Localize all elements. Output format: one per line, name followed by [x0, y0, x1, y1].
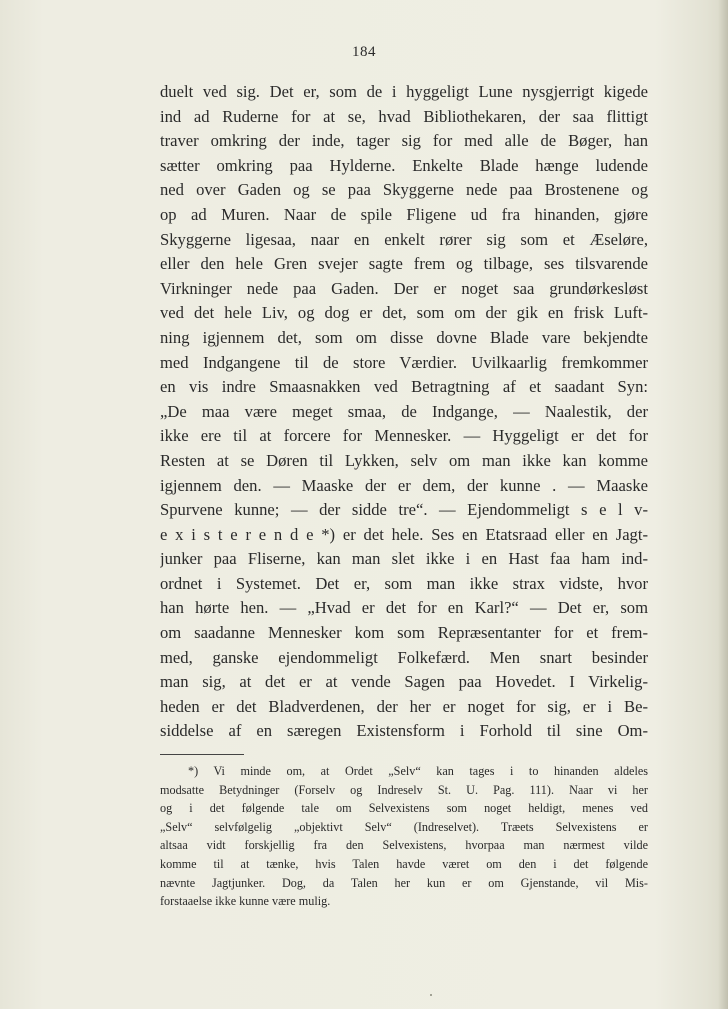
- footnote-line: nævnte Jagtjunker. Dog, da Talen her kun er om Gjenstande, vil Mis-: [160, 875, 648, 890]
- footnote-line: forstaaelse ikke kunne være mulig.: [160, 894, 331, 909]
- text-line: traver omkring der inde, tager sig for med alle de Bøger, han: [160, 131, 648, 151]
- footnote-line: modsatte Betydninger (Forselv og Indreselv St. U. Pag. 111). Naar vi her: [160, 782, 648, 797]
- footnote-line: *) Vi minde om, at Ordet „Selv“ kan tages i to hinanden aldeles: [188, 764, 648, 778]
- main-text: [160, 80, 648, 744]
- text-line: e x i s t e r e n d e *) er det hele. Ses en Etatsraad eller en Jagt-: [160, 524, 648, 544]
- text-line: ikke ere til at forcere for Mennesker. — Hyggeligt er det for: [160, 426, 648, 446]
- page-number: 184: [352, 44, 376, 60]
- page-edge-shadow: [718, 0, 728, 1009]
- paper-speck: [430, 994, 432, 996]
- text-line: Skyggerne ligesaa, naar en enkelt rører sig som et Æseløre,: [160, 229, 648, 249]
- text-line: op ad Muren. Naar de spile Fligene ud fra hinanden, gjøre: [160, 204, 648, 224]
- text-line: Spurvene kunne; — der sidde tre“. — Ejendommeligt s e l v-: [160, 500, 648, 520]
- text-line: igjennem den. — Maaske der er dem, der kunne . — Maaske: [160, 475, 648, 495]
- text-line: „De maa være meget smaa, de Indgange, — Naalestik, der: [160, 401, 648, 421]
- text-line: med, ganske ejendommeligt Folkefærd. Men snart besinder: [160, 647, 648, 667]
- text-line: man sig, at det er at vende Sagen paa Hovedet. I Virkelig-: [160, 672, 648, 692]
- footnote-line: og i det følgende tale om Selvexistens som noget heldigt, menes ved: [160, 801, 648, 816]
- text-line: Resten at se Døren til Lykken, selv om man ikke kan komme: [160, 450, 648, 470]
- text-line: ved det hele Liv, og dog er det, som om der gik en frisk Luft-: [160, 303, 648, 323]
- text-line: siddelse af en særegen Existensform i Forhold til sine Om-: [160, 721, 648, 741]
- text-line: om saadanne Mennesker kom som Repræsentanter for et frem-: [160, 623, 648, 643]
- text-line: Virkninger nede paa Gaden. Der er noget saa grundørkesløst: [160, 278, 648, 298]
- text-line: junker paa Fliserne, kan man slet ikke i en Hast faa ham ind-: [160, 549, 648, 569]
- text-line: ning igjennem det, som om disse dovne Blade vare bekjendte: [160, 327, 648, 347]
- text-line: duelt ved sig. Det er, som de i hyggeligt Lune nysgjerrigt kigede: [160, 82, 648, 101]
- text-line: ned over Gaden og se paa Skyggerne nede paa Brostenene og: [160, 180, 648, 200]
- text-line: eller den hele Gren svejer sagte frem og tilbage, ses tilsvarende: [160, 254, 648, 274]
- footnote-divider: [160, 754, 244, 755]
- footnote-line: „Selv“ selvfølgelig „objektivt Selv“ (Indreselvet). Træets Selvexistens er: [160, 819, 648, 834]
- text-line: sætter omkring paa Hylderne. Enkelte Blade hænge ludende: [160, 155, 648, 175]
- footnote-line: komme til at tænke, hvis Talen havde været om den i det følgende: [160, 856, 648, 871]
- text-line: med Indgangene til de store Værdier. Uvilkaarlig fremkommer: [160, 352, 648, 372]
- text-line: ind ad Ruderne for at se, hvad Bibliothekaren, der saa flittigt: [160, 106, 648, 126]
- footnote: [160, 762, 648, 911]
- text-line: en vis indre Smaasnakken ved Betragtning af et saadant Syn:: [160, 377, 648, 397]
- text-line: ordnet i Systemet. Det er, som man ikke strax vidste, hvor: [160, 573, 648, 593]
- text-line: heden er det Bladverdenen, der her er noget for sig, er i Be-: [160, 696, 648, 716]
- footnote-line: altsaa vidt forskjellig fra den Selvexistens, hvorpaa man nærmest vilde: [160, 838, 648, 853]
- text-line: han hørte hen. — „Hvad er det for en Karl?“ — Det er, som: [160, 598, 648, 618]
